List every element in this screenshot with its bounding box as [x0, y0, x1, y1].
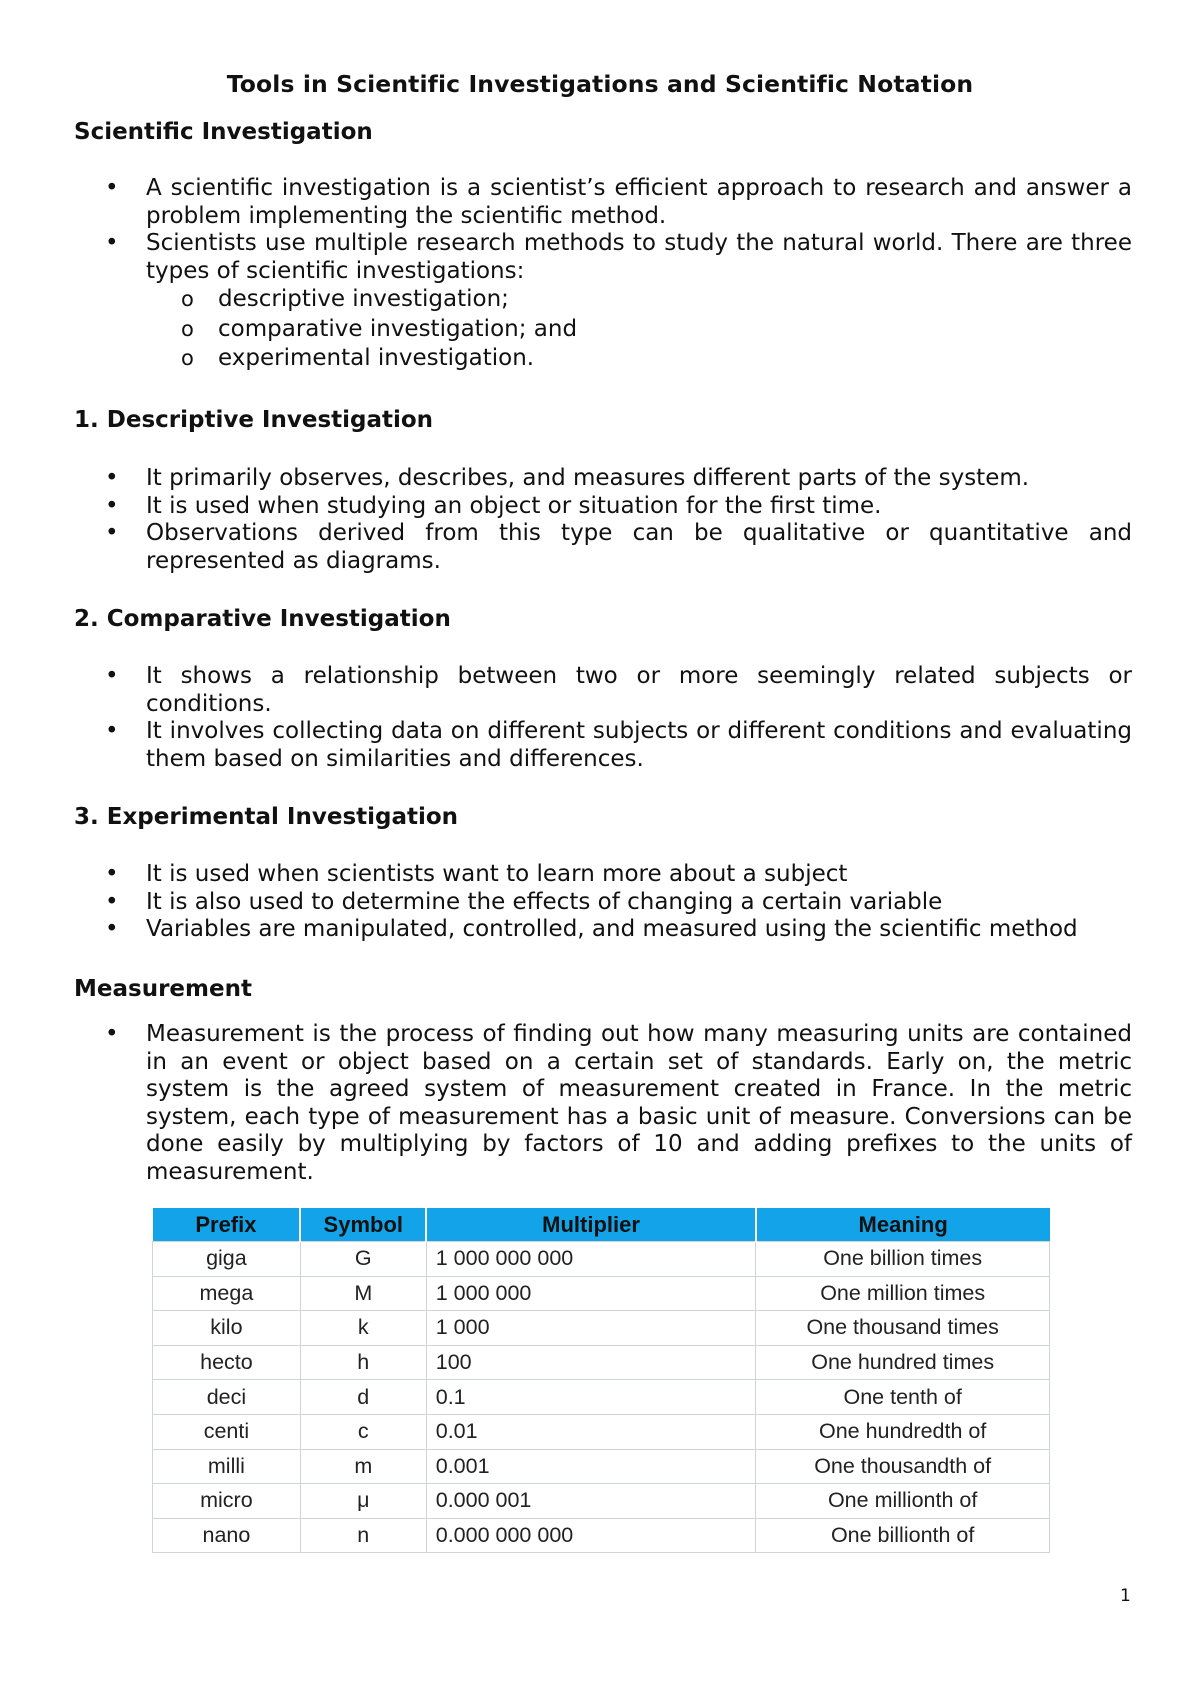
sub-list-item: o comparative investigation; and [146, 315, 1132, 345]
cell-symbol: k [300, 1311, 426, 1346]
list-item: • It is used when studying an object or situation for the first time. [74, 493, 1132, 521]
cell-meaning: One billionth of [756, 1518, 1050, 1553]
cell-prefix: kilo [153, 1311, 301, 1346]
descriptive-list [74, 465, 1132, 575]
cell-symbol: c [300, 1414, 426, 1449]
cell-prefix: hecto [153, 1345, 301, 1380]
scientific-investigation-list [74, 175, 1132, 374]
heading-scientific-investigation: Scientific Investigation [74, 119, 373, 145]
table-row [153, 1276, 1050, 1311]
list-item: • It primarily observes, describes, and measures different parts of the system. [74, 465, 1132, 493]
comparative-list [74, 663, 1132, 773]
cell-prefix: mega [153, 1276, 301, 1311]
table-row [153, 1484, 1050, 1519]
heading-experimental-investigation: 3. Experimental Investigation [74, 804, 459, 830]
sub-list-item: o descriptive investigation; [146, 285, 1132, 315]
cell-meaning: One thousand times [756, 1311, 1050, 1346]
cell-meaning: One millionth of [756, 1484, 1050, 1519]
table-row [153, 1345, 1050, 1380]
cell-symbol: d [300, 1380, 426, 1415]
list-item: • It is used when scientists want to learn more about a subject [74, 861, 1132, 889]
cell-prefix: giga [153, 1242, 301, 1277]
document-title: Tools in Scientific Investigations and Scientific Notation [226, 70, 974, 98]
column-header-symbol: Symbol [300, 1208, 426, 1242]
cell-multiplier: 1 000 000 [426, 1276, 756, 1311]
list-item: • Variables are manipulated, controlled, and measured using the scientific method [74, 916, 1132, 944]
cell-meaning: One tenth of [756, 1380, 1050, 1415]
sub-list-item: o experimental investigation. [146, 344, 1132, 374]
page-number: 1 [1120, 1586, 1131, 1606]
cell-meaning: One thousandth of [756, 1449, 1050, 1484]
list-item [74, 230, 1132, 374]
table-row [153, 1311, 1050, 1346]
list-item: • It is also used to determine the effects of changing a certain variable [74, 889, 1132, 917]
table-row [153, 1518, 1050, 1553]
column-header-meaning: Meaning [756, 1208, 1050, 1242]
cell-symbol: G [300, 1242, 426, 1277]
table-row [153, 1380, 1050, 1415]
investigation-types-list [146, 285, 1132, 374]
cell-meaning: One hundredth of [756, 1414, 1050, 1449]
heading-descriptive-investigation: 1. Descriptive Investigation [74, 407, 434, 433]
table-header-row [153, 1208, 1050, 1242]
list-item-text: Scientists use multiple research methods to study the natural world. There are three types of scientific investigations: [146, 230, 1132, 284]
cell-prefix: milli [153, 1449, 301, 1484]
cell-multiplier: 100 [426, 1345, 756, 1380]
cell-symbol: M [300, 1276, 426, 1311]
heading-measurement: Measurement [74, 976, 252, 1002]
cell-multiplier: 1 000 [426, 1311, 756, 1346]
cell-multiplier: 0.01 [426, 1414, 756, 1449]
cell-multiplier: 1 000 000 000 [426, 1242, 756, 1277]
list-item: • Observations derived from this type can be qualitative or quantitative and represented as diagrams. [74, 520, 1132, 575]
cell-multiplier: 0.1 [426, 1380, 756, 1415]
cell-meaning: One million times [756, 1276, 1050, 1311]
column-header-prefix: Prefix [153, 1208, 301, 1242]
cell-multiplier: 0.001 [426, 1449, 756, 1484]
measurement-list [74, 1021, 1132, 1186]
cell-symbol: h [300, 1345, 426, 1380]
table-row [153, 1414, 1050, 1449]
cell-meaning: One billion times [756, 1242, 1050, 1277]
cell-multiplier: 0.000 001 [426, 1484, 756, 1519]
experimental-list [74, 861, 1132, 944]
cell-multiplier: 0.000 000 000 [426, 1518, 756, 1553]
cell-symbol: μ [300, 1484, 426, 1519]
cell-prefix: centi [153, 1414, 301, 1449]
cell-prefix: deci [153, 1380, 301, 1415]
heading-comparative-investigation: 2. Comparative Investigation [74, 606, 451, 632]
list-item: • It shows a relationship between two or more seemingly related subjects or conditions. [74, 663, 1132, 718]
list-item: • Measurement is the process of finding out how many measuring units are contained in an event or object based on a certain set of standards. Early on, the metric system is the agreed system of measurement created in France. In the metric system, each type of measurement has a basic unit of measure. Conversions can be done easily by multiplying by factors of 10 and adding prefixes to the units of measurement. [74, 1021, 1132, 1186]
cell-symbol: m [300, 1449, 426, 1484]
table-row [153, 1449, 1050, 1484]
list-item: • A scientific investigation is a scientist’s efficient approach to research and answer a problem implementing the scientific method. [74, 175, 1132, 230]
cell-prefix: micro [153, 1484, 301, 1519]
table-row [153, 1242, 1050, 1277]
cell-meaning: One hundred times [756, 1345, 1050, 1380]
cell-symbol: n [300, 1518, 426, 1553]
list-item: • It involves collecting data on different subjects or different conditions and evaluating them based on similarities and differences. [74, 718, 1132, 773]
metric-prefix-table [152, 1208, 1050, 1553]
cell-prefix: nano [153, 1518, 301, 1553]
column-header-multiplier: Multiplier [426, 1208, 756, 1242]
